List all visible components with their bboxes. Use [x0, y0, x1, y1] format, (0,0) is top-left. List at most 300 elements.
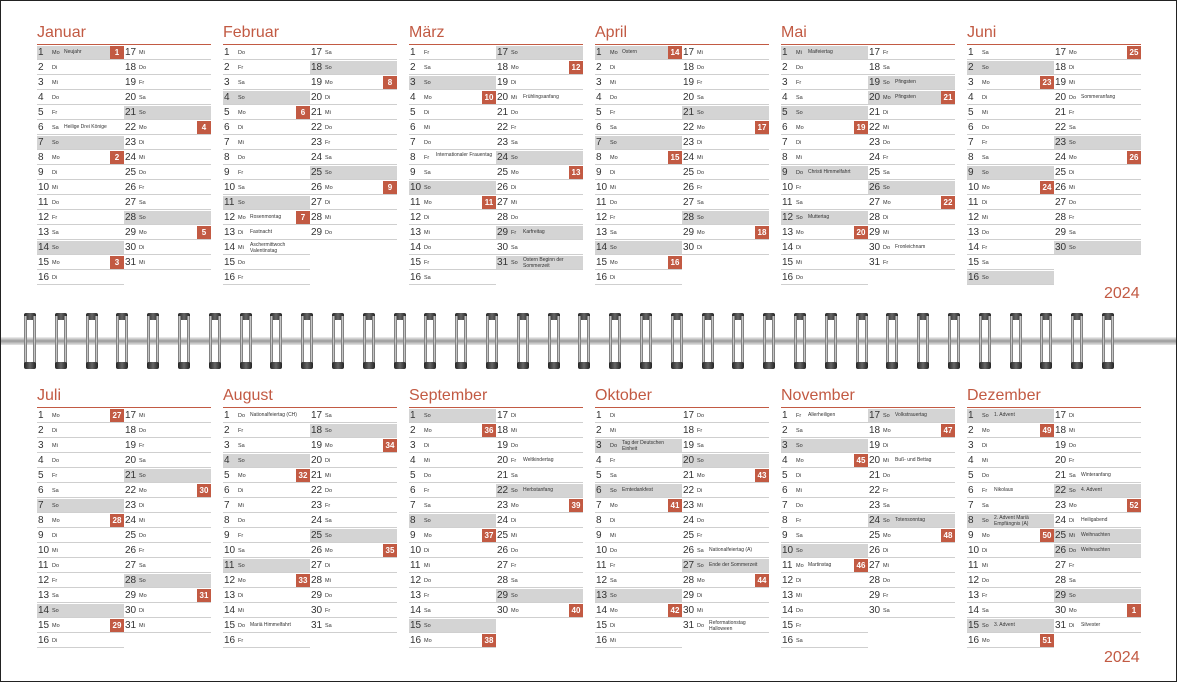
- weekday-label: Sa: [511, 245, 518, 251]
- day-row: [37, 454, 124, 468]
- day-row: [781, 619, 868, 633]
- weekday-label: So: [424, 185, 431, 191]
- weekday-label: So: [325, 65, 332, 71]
- day-number: 16: [968, 272, 980, 283]
- day-row: [781, 409, 868, 423]
- day-number: 21: [497, 107, 509, 118]
- weekday-label: Fr: [697, 533, 703, 539]
- day-row: [223, 166, 310, 180]
- weekday-label: Mo: [511, 608, 519, 614]
- day-row: [37, 544, 124, 558]
- day-row: [781, 91, 868, 105]
- day-number: 15: [596, 257, 608, 268]
- day-number: 25: [125, 530, 137, 541]
- day-row: [967, 589, 1054, 603]
- weekday-label: Sa: [883, 503, 890, 509]
- month-block: [409, 387, 583, 647]
- day-number: 22: [1055, 122, 1067, 133]
- weekday-label: Di: [982, 443, 988, 449]
- binding-ring: [23, 313, 37, 369]
- holiday-label: Weihnachten: [1081, 547, 1111, 553]
- day-row: [124, 256, 211, 270]
- day-row: [868, 409, 955, 423]
- day-number: 10: [38, 545, 50, 556]
- day-number: 24: [683, 515, 695, 526]
- day-number: 30: [497, 242, 509, 253]
- weekday-label: Mo: [52, 623, 60, 629]
- binding-ring: [485, 313, 499, 369]
- day-row: [409, 604, 496, 618]
- day-row: [124, 454, 211, 468]
- day-number: 2: [596, 425, 602, 436]
- holiday-label: Rosenmontag: [250, 214, 282, 220]
- binding-ring: [1009, 313, 1023, 369]
- day-row: [496, 211, 583, 225]
- holiday-label: 4. Advent: [1081, 487, 1102, 493]
- weekday-label: Di: [610, 623, 616, 629]
- week-number-badge: 32: [296, 469, 310, 482]
- day-number: 1: [596, 410, 602, 421]
- day-row: [781, 439, 868, 453]
- day-number: 2: [224, 425, 230, 436]
- day-number: 25: [683, 167, 695, 178]
- weekday-label: Mo: [238, 110, 246, 116]
- weekday-label: So: [982, 518, 989, 524]
- weekday-label: Sa: [697, 443, 704, 449]
- day-number: 21: [1055, 470, 1067, 481]
- day-number: 24: [497, 152, 509, 163]
- holiday-label: Ostern: [622, 49, 638, 55]
- weekday-label: Mi: [139, 518, 145, 524]
- weekday-label: Fr: [511, 458, 517, 464]
- weekday-label: Mo: [424, 428, 432, 434]
- holiday-label: Pfingsten: [895, 94, 916, 100]
- day-number: 22: [683, 485, 695, 496]
- month-name: September: [409, 387, 488, 404]
- day-row: [409, 106, 496, 120]
- day-row: [496, 499, 583, 513]
- week-number-badge: 50: [1040, 529, 1054, 542]
- day-row: [124, 181, 211, 195]
- day-number: 12: [968, 575, 980, 586]
- day-row: [595, 76, 682, 90]
- day-number: 16: [410, 635, 422, 646]
- day-number: 4: [968, 455, 974, 466]
- week-number-badge: 42: [668, 604, 682, 617]
- day-row: [1054, 514, 1141, 528]
- day-number: 8: [968, 152, 974, 163]
- day-row: [967, 574, 1054, 588]
- weekday-label: Fr: [52, 473, 58, 479]
- day-row: [1054, 196, 1141, 210]
- day-row: [967, 634, 1054, 648]
- day-number: 18: [1055, 62, 1067, 73]
- day-number: 30: [311, 605, 323, 616]
- day-row: [124, 499, 211, 513]
- weekday-label: Di: [982, 95, 988, 101]
- weekday-label: So: [982, 275, 989, 281]
- day-row: [1054, 574, 1141, 588]
- weekday-label: So: [883, 518, 890, 524]
- day-row: [682, 166, 769, 180]
- weekday-label: So: [52, 140, 59, 146]
- month-name: Juni: [967, 24, 997, 41]
- day-number: 23: [311, 500, 323, 511]
- weekday-label: Mi: [883, 563, 889, 569]
- day-number: 4: [410, 455, 416, 466]
- binding-ring: [577, 313, 591, 369]
- weekday-label: Di: [1069, 170, 1075, 176]
- day-row: [409, 241, 496, 255]
- weekday-label: So: [982, 413, 989, 419]
- day-row: [124, 211, 211, 225]
- day-row: [409, 439, 496, 453]
- day-row: [37, 424, 124, 438]
- binding-ring: [978, 313, 992, 369]
- weekday-label: Do: [697, 65, 705, 71]
- day-row: [595, 196, 682, 210]
- binding-ring: [393, 313, 407, 369]
- day-number: 4: [410, 92, 416, 103]
- day-row: [223, 151, 310, 165]
- weekday-label: Do: [511, 443, 519, 449]
- day-number: 12: [968, 212, 980, 223]
- day-number: 9: [782, 530, 788, 541]
- day-row: [595, 256, 682, 270]
- holiday-label: Weihnachten: [1081, 532, 1111, 538]
- day-row: [781, 424, 868, 438]
- day-number: 9: [224, 167, 230, 178]
- weekday-label: Do: [139, 428, 147, 434]
- day-row: [1054, 211, 1141, 225]
- weekday-label: Fr: [325, 140, 331, 146]
- weekday-label: Do: [238, 623, 246, 629]
- binding-ring: [762, 313, 776, 369]
- day-row: [682, 46, 769, 60]
- weekday-label: Sa: [610, 125, 617, 131]
- day-number: 15: [596, 620, 608, 631]
- day-row: [781, 76, 868, 90]
- holiday-label: Heiligabend: [1081, 517, 1108, 523]
- weekday-label: Sa: [325, 413, 332, 419]
- week-number-badge: 27: [110, 409, 124, 422]
- day-row: [310, 499, 397, 513]
- day-number: 4: [224, 92, 230, 103]
- day-row: [223, 424, 310, 438]
- day-row: [409, 424, 496, 438]
- day-row: [310, 226, 397, 240]
- holiday-label: Nationalfeiertag (A): [709, 547, 753, 553]
- day-number: 7: [782, 137, 788, 148]
- weekday-label: Mi: [139, 155, 145, 161]
- day-number: 29: [1055, 227, 1067, 238]
- week-number-badge: 8: [383, 76, 397, 89]
- day-row: [37, 469, 124, 483]
- weekday-label: Do: [238, 155, 246, 161]
- day-row: [223, 409, 310, 423]
- weekday-label: Sa: [511, 140, 518, 146]
- day-row: [124, 91, 211, 105]
- day-number: 25: [497, 530, 509, 541]
- day-number: 24: [497, 515, 509, 526]
- day-row: [682, 61, 769, 75]
- weekday-label: Di: [883, 548, 889, 554]
- day-row: [1054, 226, 1141, 240]
- month-block: [781, 387, 955, 647]
- day-number: 16: [38, 635, 50, 646]
- weekday-label: So: [511, 50, 518, 56]
- week-number-badge: 14: [668, 46, 682, 59]
- weekday-label: So: [610, 140, 617, 146]
- weekday-label: Di: [796, 578, 802, 584]
- month-name: November: [781, 387, 855, 404]
- weekday-label: Fr: [325, 503, 331, 509]
- binding-ring: [269, 313, 283, 369]
- day-row: [124, 544, 211, 558]
- day-number: 15: [782, 620, 794, 631]
- day-number: 8: [782, 152, 788, 163]
- day-number: 3: [38, 77, 44, 88]
- day-number: 15: [38, 620, 50, 631]
- day-number: 21: [125, 470, 137, 481]
- weekday-label: Di: [52, 428, 58, 434]
- day-number: 12: [410, 212, 422, 223]
- day-number: 23: [497, 137, 509, 148]
- day-row: [124, 76, 211, 90]
- day-number: 30: [1055, 242, 1067, 253]
- day-number: 8: [38, 152, 44, 163]
- day-number: 9: [968, 530, 974, 541]
- weekday-label: Do: [139, 170, 147, 176]
- day-row: [310, 484, 397, 498]
- day-row: [868, 484, 955, 498]
- weekday-label: Fr: [796, 413, 802, 419]
- week-number-badge: 51: [1040, 634, 1054, 647]
- weekday-label: Di: [325, 563, 331, 569]
- holiday-label: 2. Advent Mariä Empfängnis (A): [994, 515, 1029, 527]
- month-name: Mai: [781, 24, 807, 41]
- weekday-label: Do: [610, 95, 618, 101]
- day-number: 29: [869, 227, 881, 238]
- weekday-label: Di: [883, 110, 889, 116]
- day-number: 22: [125, 122, 137, 133]
- weekday-label: Sa: [52, 230, 59, 236]
- weekday-label: Fr: [796, 518, 802, 524]
- weekday-label: Mo: [52, 155, 60, 161]
- weekday-label: Di: [697, 488, 703, 494]
- day-row: [967, 181, 1054, 195]
- day-row: [409, 574, 496, 588]
- day-number: 10: [968, 545, 980, 556]
- weekday-label: Mi: [610, 80, 616, 86]
- day-row: [223, 76, 310, 90]
- weekday-label: Fr: [139, 443, 145, 449]
- day-row: [223, 559, 310, 573]
- weekday-label: Mi: [697, 50, 703, 56]
- day-number: 29: [683, 227, 695, 238]
- day-number: 28: [125, 212, 137, 223]
- day-row: [496, 559, 583, 573]
- day-number: 30: [683, 242, 695, 253]
- day-number: 20: [683, 92, 695, 103]
- holiday-label: Mariä Himmelfahrt: [250, 622, 291, 628]
- weekday-label: So: [511, 155, 518, 161]
- day-row: [1054, 499, 1141, 513]
- month-divider: [223, 407, 397, 408]
- week-number-badge: 38: [482, 634, 496, 647]
- day-number: 1: [410, 410, 416, 421]
- day-number: 19: [683, 77, 695, 88]
- weekday-label: Sa: [424, 65, 431, 71]
- month-divider: [409, 44, 583, 45]
- day-row: [37, 151, 124, 165]
- day-row: [781, 181, 868, 195]
- weekday-label: Do: [325, 488, 333, 494]
- day-number: 6: [410, 122, 416, 133]
- day-number: 7: [596, 500, 602, 511]
- day-row: [595, 484, 682, 498]
- day-number: 14: [38, 242, 50, 253]
- weekday-label: Mo: [325, 185, 333, 191]
- day-number: 22: [1055, 485, 1067, 496]
- day-number: 1: [38, 410, 44, 421]
- weekday-label: So: [697, 215, 704, 221]
- day-number: 25: [497, 167, 509, 178]
- weekday-label: Do: [325, 125, 333, 131]
- weekday-label: Mi: [52, 548, 58, 554]
- day-number: 7: [596, 137, 602, 148]
- day-row: [967, 256, 1054, 270]
- weekday-label: Do: [697, 518, 705, 524]
- month-divider: [37, 407, 211, 408]
- day-row: [124, 409, 211, 423]
- weekday-label: Mi: [796, 260, 802, 266]
- day-number: 11: [38, 560, 49, 571]
- weekday-label: Mi: [424, 563, 430, 569]
- day-row: [496, 514, 583, 528]
- day-number: 28: [497, 575, 509, 586]
- day-row: [682, 559, 769, 573]
- day-number: 14: [596, 242, 608, 253]
- weekday-label: Di: [139, 245, 145, 251]
- weekday-label: Di: [325, 95, 331, 101]
- day-number: 3: [410, 440, 416, 451]
- day-number: 5: [968, 107, 974, 118]
- day-row: [868, 469, 955, 483]
- day-row: [37, 196, 124, 210]
- weekday-label: Di: [697, 140, 703, 146]
- day-row: [868, 91, 955, 105]
- day-row: [1054, 424, 1141, 438]
- holiday-label: Neujahr: [64, 49, 82, 55]
- day-row: [781, 604, 868, 618]
- day-row: [409, 559, 496, 573]
- weekday-label: Mi: [697, 155, 703, 161]
- weekday-label: Do: [610, 548, 618, 554]
- binding-ring: [639, 313, 653, 369]
- weekday-label: Sa: [982, 503, 989, 509]
- day-row: [124, 514, 211, 528]
- day-number: 20: [311, 455, 323, 466]
- weekday-label: Do: [697, 623, 705, 629]
- day-number: 19: [497, 77, 509, 88]
- day-row: [409, 454, 496, 468]
- day-row: [682, 241, 769, 255]
- day-number: 7: [968, 137, 974, 148]
- week-number-badge: 21: [941, 91, 955, 104]
- day-number: 5: [782, 470, 788, 481]
- day-row: [967, 484, 1054, 498]
- weekday-label: Mi: [139, 413, 145, 419]
- weekday-label: Sa: [139, 563, 146, 569]
- week-number-badge: 49: [1040, 424, 1054, 437]
- week-number-badge: 22: [941, 196, 955, 209]
- day-row: [682, 226, 769, 240]
- day-number: 10: [782, 182, 794, 193]
- month-divider: [595, 44, 769, 45]
- day-number: 18: [125, 425, 137, 436]
- weekday-label: Mo: [238, 473, 246, 479]
- weekday-label: Sa: [610, 230, 617, 236]
- day-number: 12: [38, 575, 50, 586]
- weekday-label: Fr: [610, 110, 616, 116]
- weekday-label: Sa: [238, 443, 245, 449]
- weekday-label: Fr: [424, 260, 430, 266]
- day-number: 2: [38, 62, 44, 73]
- weekday-label: Do: [883, 245, 891, 251]
- day-row: [223, 136, 310, 150]
- day-number: 14: [782, 242, 794, 253]
- month-block: [409, 24, 583, 284]
- day-number: 11: [782, 197, 793, 208]
- binding-ring: [1070, 313, 1084, 369]
- day-number: 2: [224, 62, 230, 73]
- day-row: [310, 46, 397, 60]
- day-row: [595, 589, 682, 603]
- weekday-label: Do: [424, 140, 432, 146]
- day-row: [409, 514, 496, 528]
- day-number: 29: [125, 590, 137, 601]
- day-number: 20: [125, 455, 137, 466]
- month-name: Juli: [37, 387, 62, 404]
- day-number: 8: [410, 152, 416, 163]
- day-number: 17: [497, 47, 509, 58]
- day-number: 14: [410, 605, 422, 616]
- weekday-label: Mi: [325, 110, 331, 116]
- week-number-badge: 24: [1040, 181, 1054, 194]
- day-row: [409, 76, 496, 90]
- weekday-label: Mi: [424, 230, 430, 236]
- weekday-label: Mi: [982, 110, 988, 116]
- day-row: [124, 589, 211, 603]
- day-number: 11: [224, 197, 235, 208]
- day-number: 12: [782, 212, 794, 223]
- weekday-label: So: [796, 548, 803, 554]
- day-number: 18: [125, 62, 137, 73]
- weekday-label: Mi: [238, 245, 244, 251]
- binding-ring: [516, 313, 530, 369]
- day-number: 27: [1055, 197, 1067, 208]
- day-row: [223, 256, 310, 270]
- weekday-label: Fr: [52, 215, 58, 221]
- holiday-label: Reformationstag Halloween: [709, 620, 746, 632]
- weekday-label: Mi: [883, 458, 889, 464]
- weekday-label: So: [52, 608, 59, 614]
- weekday-label: Di: [883, 443, 889, 449]
- day-number: 18: [311, 62, 323, 73]
- binding-ring: [239, 313, 253, 369]
- day-number: 26: [683, 182, 695, 193]
